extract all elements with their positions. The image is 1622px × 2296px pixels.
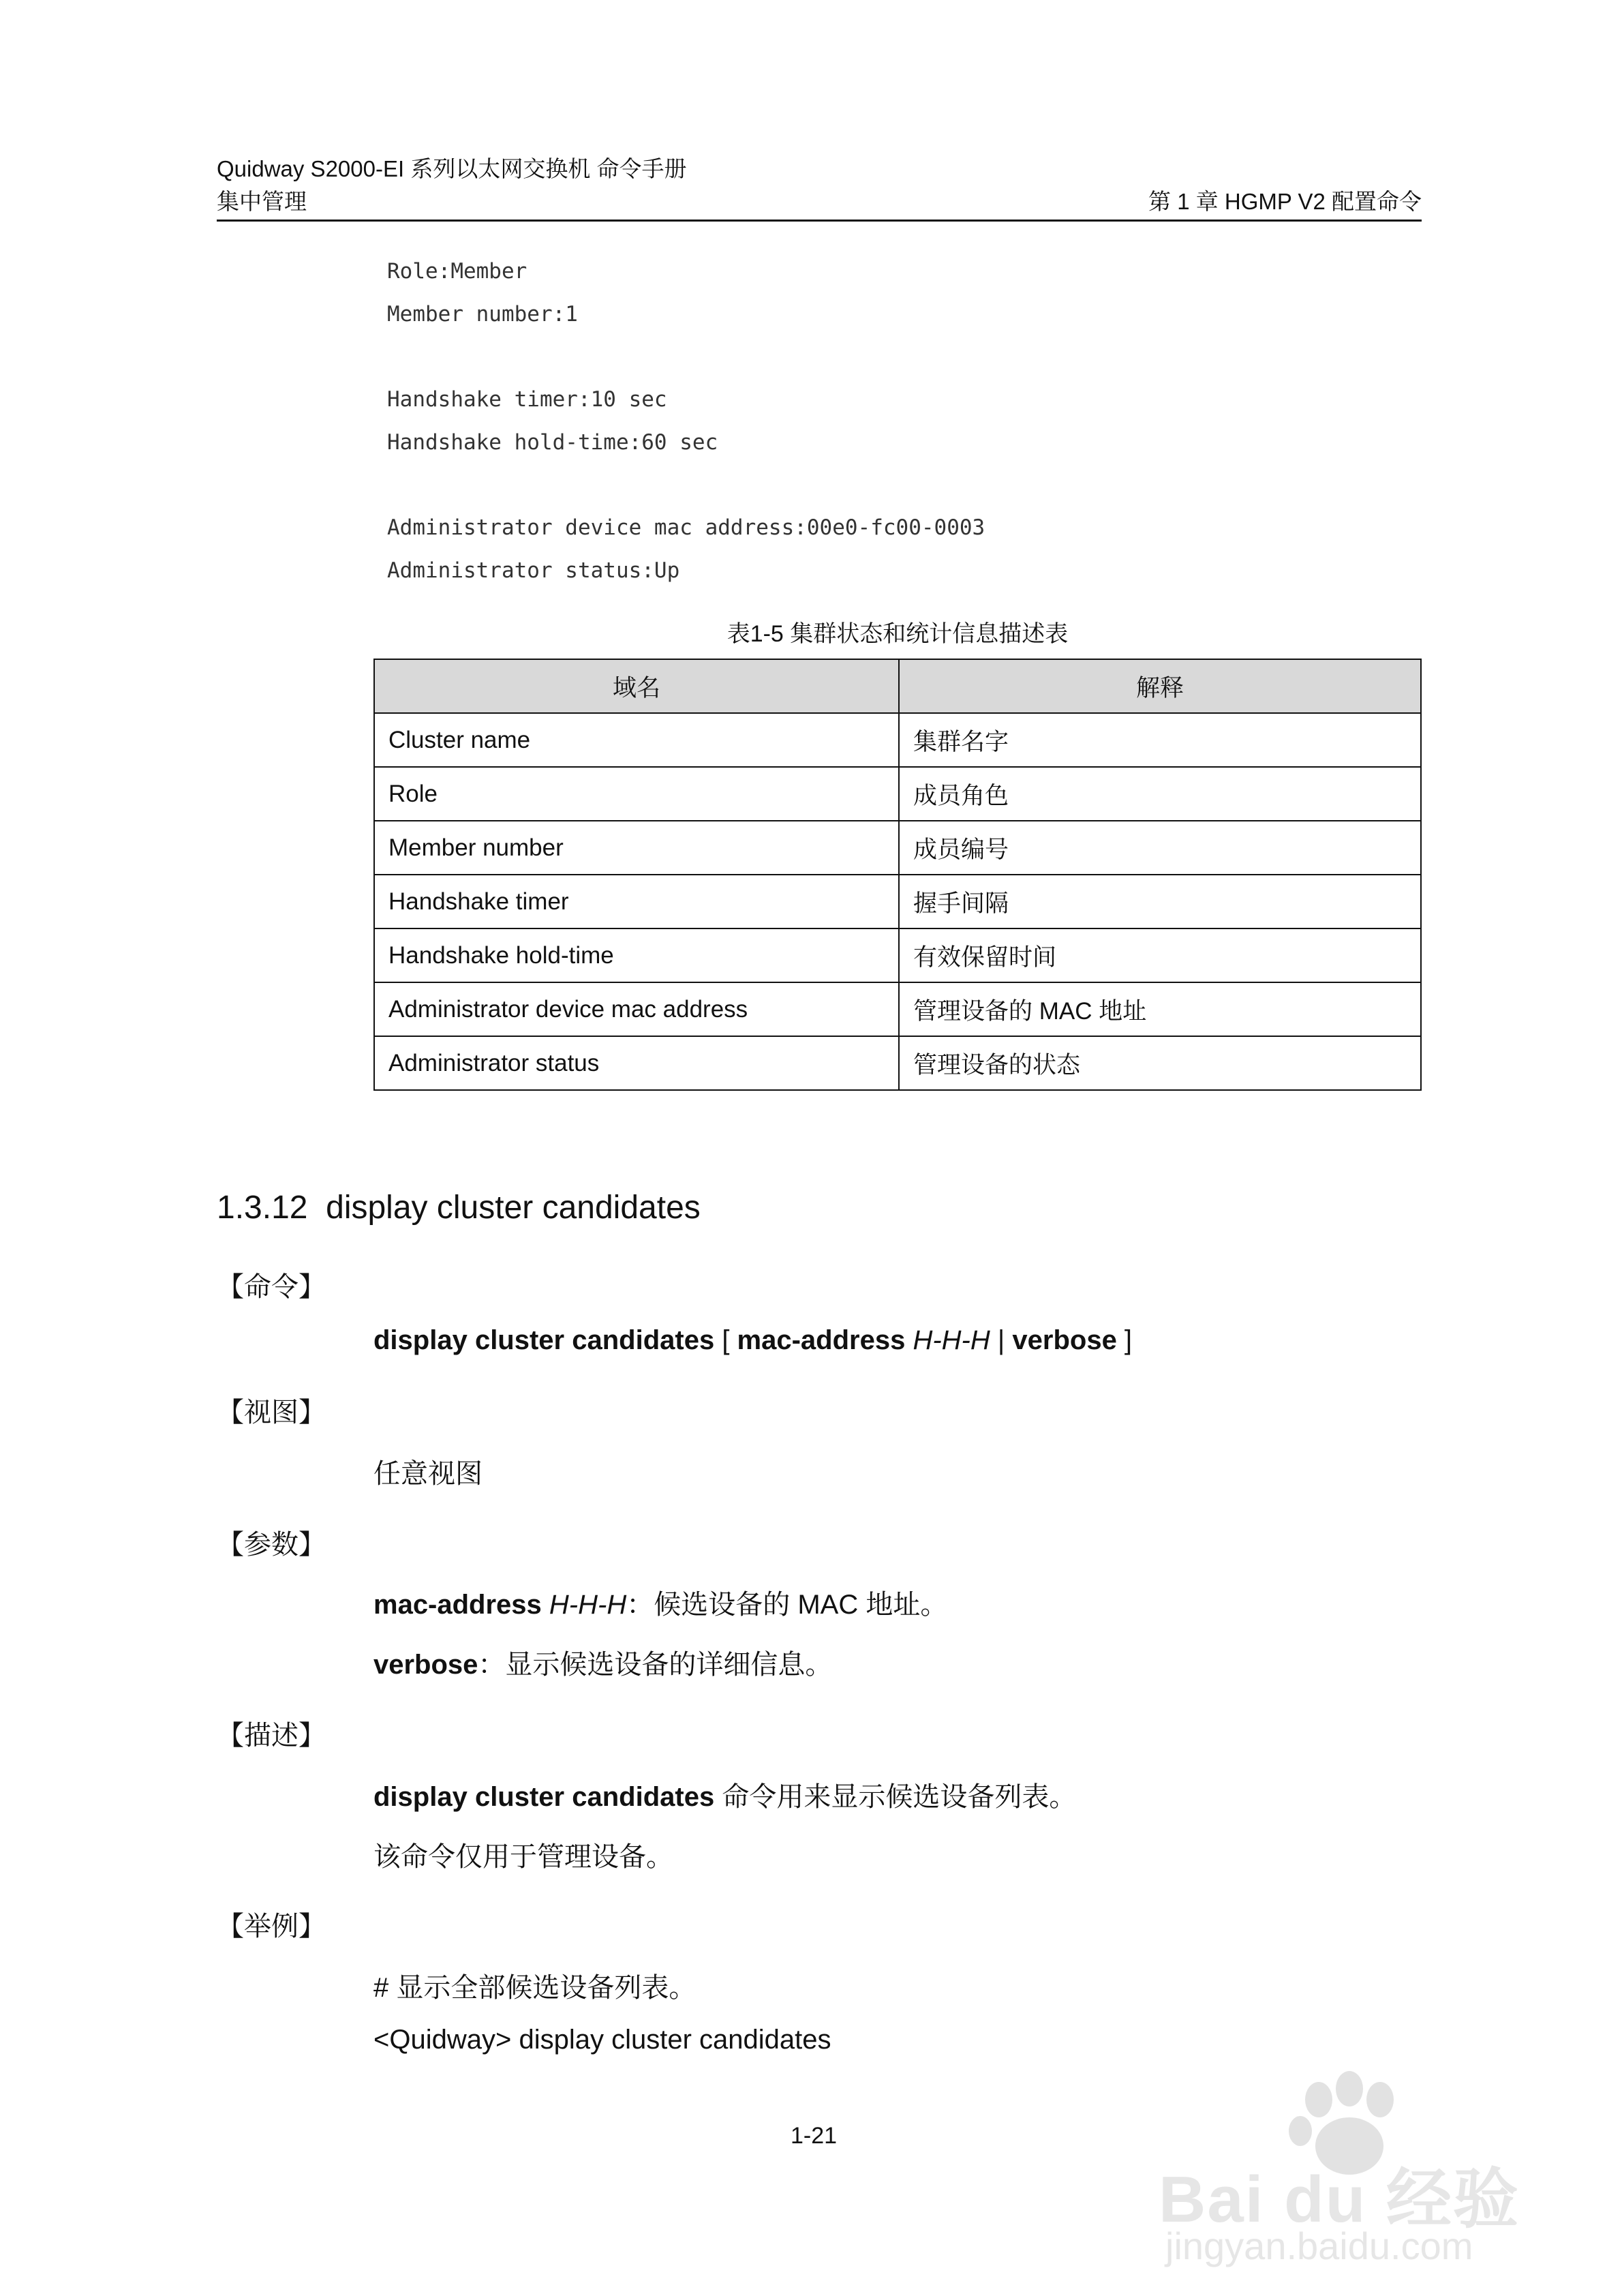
desc-label: 【描述】 bbox=[217, 1721, 326, 1751]
param-description: ：显示候选设备的详细信息。 bbox=[478, 1650, 833, 1680]
syntax-argument: H-H-H bbox=[905, 1325, 990, 1355]
desc-line-1 bbox=[373, 1775, 1076, 1814]
table-cell-desc: 管理设备的 MAC 地址 bbox=[899, 982, 1421, 1036]
table-cell-field: Handshake hold-time bbox=[374, 928, 899, 982]
code-line: Administrator device mac address:00e0-fc00-0003 bbox=[387, 515, 985, 540]
param-verbose bbox=[373, 1643, 832, 1682]
view-label: 【视图】 bbox=[217, 1398, 326, 1428]
table-cell-desc: 集群名字 bbox=[899, 713, 1421, 767]
command-name: display cluster candidates bbox=[373, 1325, 715, 1355]
table-row bbox=[374, 1036, 1421, 1090]
command-label: 【命令】 bbox=[217, 1272, 326, 1302]
section-heading: 1.3.12 display cluster candidates bbox=[217, 1190, 701, 1226]
syntax-separator: | bbox=[990, 1325, 1013, 1355]
desc-command: display cluster candidates bbox=[373, 1782, 715, 1812]
table-cell-field: Handshake timer bbox=[374, 875, 899, 928]
param-argument: H-H-H bbox=[541, 1590, 627, 1620]
code-line: Role:Member bbox=[387, 259, 527, 284]
table-cell-desc: 成员编号 bbox=[899, 821, 1421, 875]
table-cell-desc: 管理设备的状态 bbox=[899, 1036, 1421, 1090]
params-label: 【参数】 bbox=[217, 1530, 326, 1560]
table-row bbox=[374, 928, 1421, 982]
table-row bbox=[374, 982, 1421, 1036]
syntax-keyword: mac-address bbox=[737, 1325, 906, 1355]
watermark-url: jingyan.baidu.com bbox=[1165, 2224, 1473, 2267]
syntax-bracket-open: [ bbox=[714, 1325, 737, 1355]
code-line: Administrator status:Up bbox=[387, 558, 680, 583]
table-cell-field: Administrator device mac address bbox=[374, 982, 899, 1036]
table-row bbox=[374, 713, 1421, 767]
table-caption: 表1-5 集群状态和统计信息描述表 bbox=[726, 621, 1069, 647]
example-command: <Quidway> display cluster candidates bbox=[373, 2025, 831, 2055]
view-text: 任意视图 bbox=[373, 1459, 483, 1489]
table-row bbox=[374, 875, 1421, 928]
param-name: mac-address bbox=[373, 1590, 542, 1620]
table-cell-field: Cluster name bbox=[374, 713, 899, 767]
header-title: Quidway S2000-EI 系列以太网交换机 命令手册 bbox=[217, 156, 687, 181]
watermark-brand: Bai du 经验 bbox=[1159, 2163, 1520, 2236]
syntax-keyword: verbose bbox=[1012, 1325, 1117, 1355]
syntax-bracket-close: ] bbox=[1116, 1325, 1133, 1355]
table-row bbox=[374, 821, 1421, 875]
page-number: 1-21 bbox=[791, 2123, 838, 2149]
table-cell-field: Member number bbox=[374, 821, 899, 875]
example-comment: # 显示全部候选设备列表。 bbox=[373, 1973, 697, 2003]
code-line: Handshake hold-time:60 sec bbox=[387, 430, 718, 455]
param-name: verbose bbox=[373, 1650, 478, 1680]
desc-text: 命令用来显示候选设备列表。 bbox=[714, 1782, 1077, 1812]
header-chapter: 第 1 章 HGMP V2 配置命令 bbox=[1148, 189, 1422, 214]
table-header-cell: 域名 bbox=[374, 659, 899, 713]
param-mac-address bbox=[373, 1583, 947, 1622]
table-cell-desc: 成员角色 bbox=[899, 767, 1421, 821]
description-table bbox=[373, 659, 1422, 1091]
header-section: 集中管理 bbox=[217, 189, 307, 214]
table-row bbox=[374, 767, 1421, 821]
table-cell-desc: 握手间隔 bbox=[899, 875, 1421, 928]
example-label: 【举例】 bbox=[217, 1912, 326, 1942]
table-cell-desc: 有效保留时间 bbox=[899, 928, 1421, 982]
table-cell-field: Administrator status bbox=[374, 1036, 899, 1090]
table-cell-field: Role bbox=[374, 767, 899, 821]
baidu-jingyan-watermark bbox=[1145, 2066, 1554, 2270]
code-line: Member number:1 bbox=[387, 302, 578, 327]
desc-line-2: 该命令仅用于管理设备。 bbox=[373, 1842, 673, 1872]
header-rule bbox=[217, 220, 1422, 222]
param-description: ：候选设备的 MAC 地址。 bbox=[626, 1590, 948, 1620]
table-header-cell: 解释 bbox=[899, 659, 1421, 713]
code-line: Handshake timer:10 sec bbox=[387, 387, 667, 412]
command-syntax bbox=[373, 1325, 1132, 1356]
table-header-row bbox=[374, 659, 1421, 713]
